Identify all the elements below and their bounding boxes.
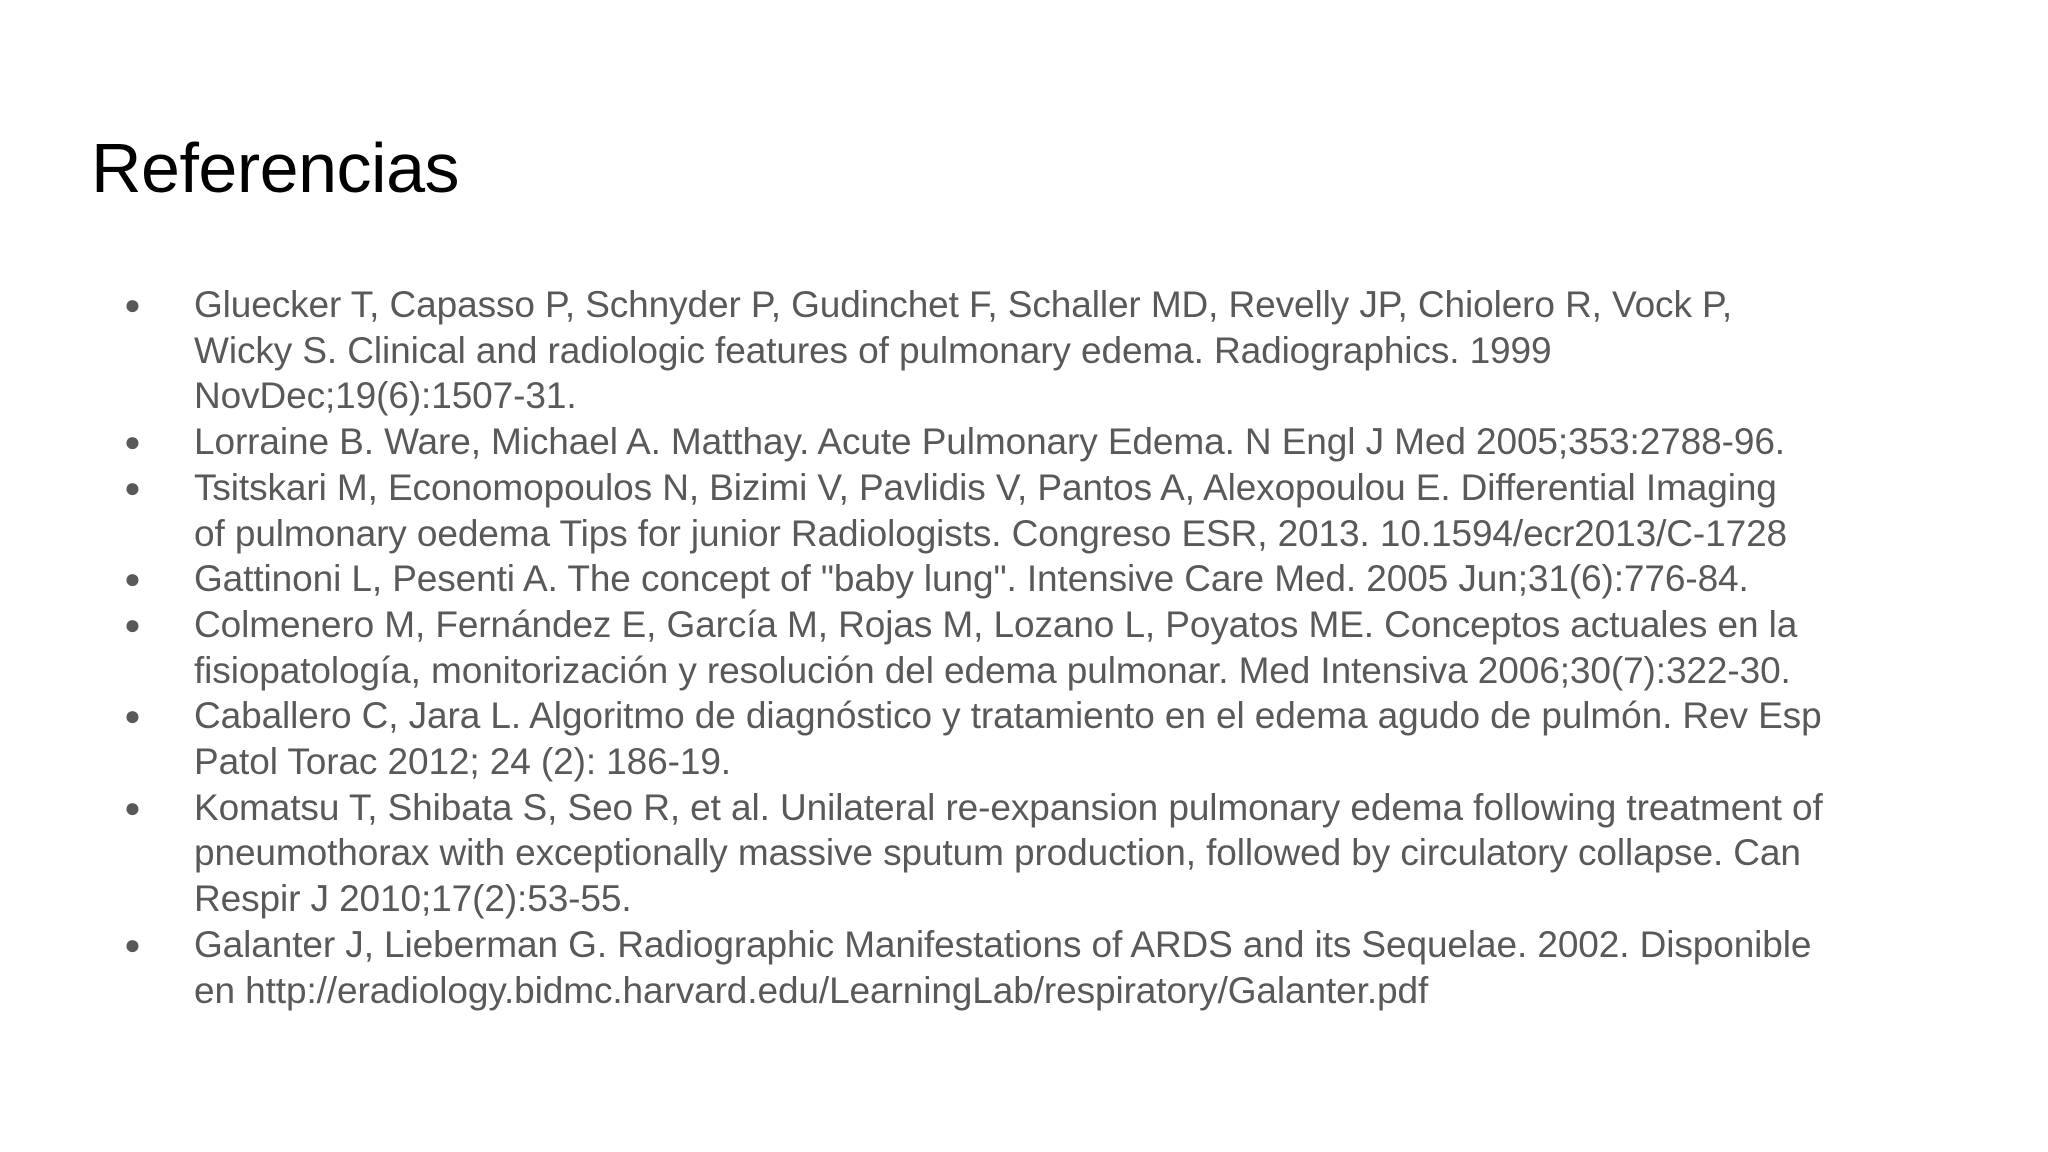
reference-item [0,282,1994,419]
reference-line: fisiopatología, monitorización y resolución del edema pulmonar. Med Intensiva 2006;30(7):322-30. [194,649,1791,691]
reference-item [0,785,1994,922]
reference-line: Colmenero M, Fernández E, García M, Rojas M, Lozano L, Poyatos ME. Conceptos actuales en la [194,603,1798,645]
bullet-icon: ● [124,608,141,640]
reference-line: of pulmonary oedema Tips for junior Radiologists. Congreso ESR, 2013. 10.1594/ecr2013/C-1728 [194,512,1788,554]
reference-item [0,556,1994,602]
bullet-icon: ● [124,289,141,320]
reference-line: Galanter J, Lieberman G. Radiographic Manifestations of ARDS and its Sequelae. 2002. Disponible [194,923,1812,965]
reference-list [0,282,2048,1013]
reference-line: Respir J 2010;17(2):53-55. [194,878,632,920]
reference-line: Komatsu T, Shibata S, Seo R, et al. Unilateral re-expansion pulmonary edema following treatment of [194,786,1823,828]
bullet-icon: ● [124,426,141,458]
reference-item [0,602,1994,693]
reference-line: NovDec;19(6):1507-31. [194,375,577,417]
bullet-icon: ● [124,563,141,595]
reference-line: pneumothorax with exceptionally massive sputum production, followed by circulatory collapse. Can [194,832,1801,874]
reference-line-link: en http://eradiology.bidmc.harvard.edu/LearningLab/respiratory/Galanter.pdf [194,969,1429,1011]
reference-line: Gattinoni L, Pesenti A. The concept of "baby lung". Intensive Care Med. 2005 Jun;31(6):776-84. [194,558,1749,600]
bullet-icon: ● [124,928,141,960]
reference-line: Patol Torac 2012; 24 (2): 186-19. [194,741,731,783]
bullet-icon: ● [124,700,141,732]
reference-line: Tsitskari M, Economopoulos N, Bizimi V, Pavlidis V, Pantos A, Alexopoulou E. Differential Imaging [194,466,1777,508]
reference-item [0,419,1994,465]
reference-line: Wicky S. Clinical and radiologic features of pulmonary edema. Radiographics. 1999 [194,329,1552,371]
reference-line: Gluecker T, Capasso P, Schnyder P, Gudinchet F, Schaller MD, Revelly JP, Chiolero R, Vock P, [194,284,1733,325]
reference-item [0,465,1994,556]
bullet-icon: ● [124,471,141,503]
reference-item [0,693,1994,784]
slide-title: Referencias [91,129,460,207]
bullet-icon: ● [124,791,141,823]
reference-line: Lorraine B. Ware, Michael A. Matthay. Acute Pulmonary Edema. N Engl J Med 2005;353:2788-96. [194,421,1785,463]
reference-line: Caballero C, Jara L. Algoritmo de diagnóstico y tratamiento en el edema agudo de pulmón. Rev Esp [194,695,1822,737]
reference-item [0,922,1994,1013]
